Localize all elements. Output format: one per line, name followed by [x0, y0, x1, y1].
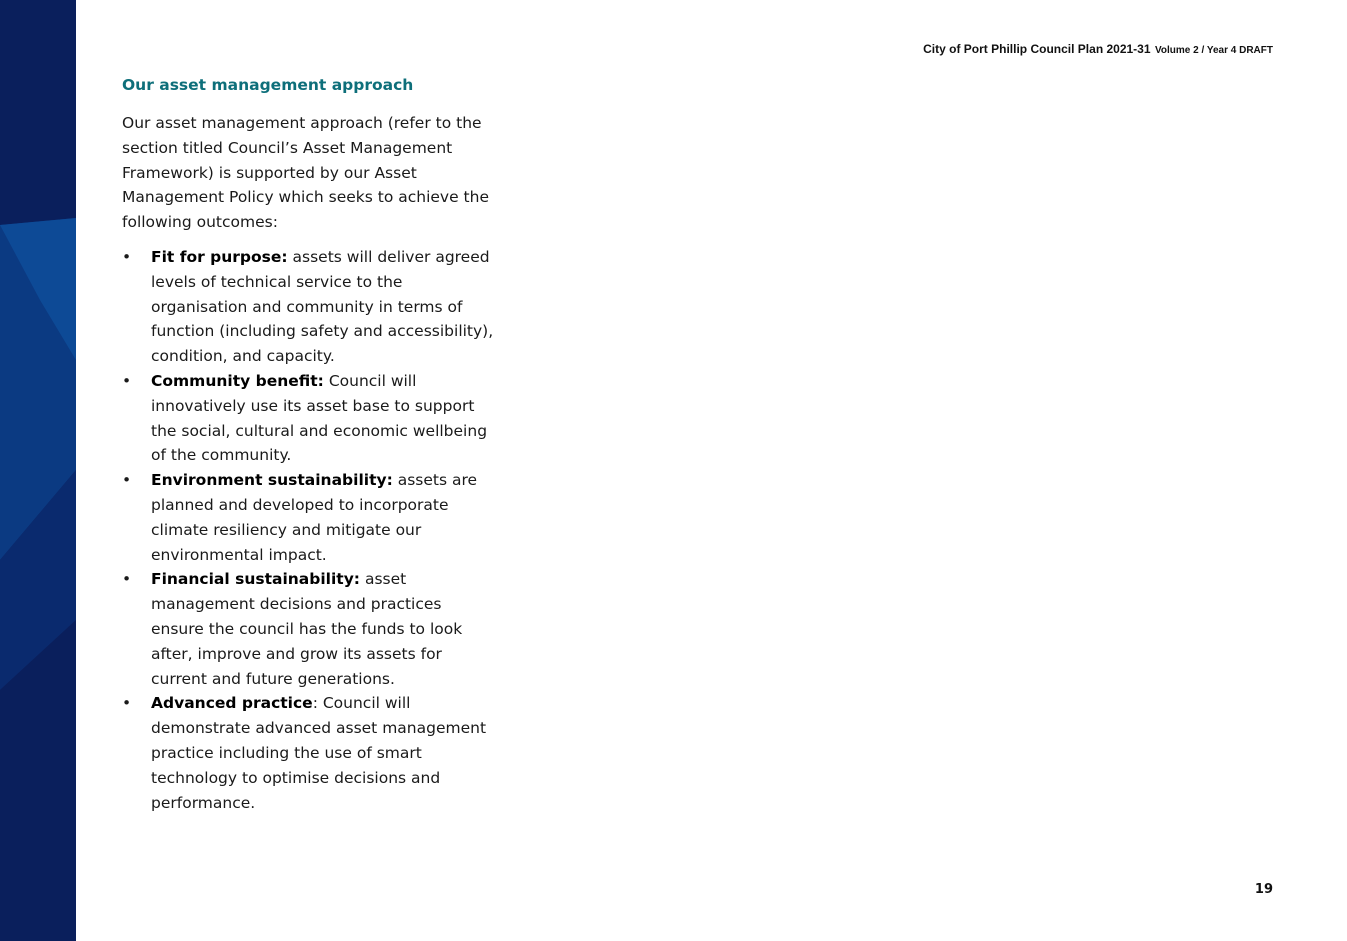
list-item: [122, 691, 494, 815]
decorative-side-band: [0, 0, 76, 941]
outcome-term: Fit for purpose:: [151, 248, 288, 266]
page-number: 19: [1254, 882, 1273, 897]
outcome-text: assets will deliver agreed levels of technical service to the organisation and community in terms of function (including safety and accessibility), condition, and capacity.: [151, 248, 494, 366]
bullet-icon: •: [122, 248, 132, 266]
bullet-icon: •: [122, 570, 132, 589]
document-title: City of Port Phillip Council Plan 2021-31: [923, 42, 1151, 56]
outcome-term: Advanced practice: [151, 694, 313, 713]
list-item: [122, 245, 494, 369]
bullet-icon: •: [122, 694, 132, 713]
document-subtitle: Volume 2 / Year 4 DRAFT: [1154, 45, 1273, 56]
bullet-icon: •: [122, 371, 132, 390]
outcomes-list: [122, 245, 494, 815]
outcome-text: Council will innovatively use its asset base to support the social, cultural and economic wellbeing of the community.: [151, 371, 488, 465]
outcome-text: assets are planned and developed to incorporate climate resiliency and mitigate our environmental impact.: [151, 471, 478, 564]
side-band-graphic: [0, 0, 76, 941]
outcome-text: asset management decisions and practices ensure the council has the funds to look after, improve and grow its assets for current and future generations.: [151, 570, 463, 688]
outcome-term: Community benefit:: [151, 371, 324, 390]
list-item: [122, 369, 494, 468]
outcome-term: Environment sustainability:: [151, 471, 393, 490]
list-item: [122, 567, 494, 691]
list-item: [122, 468, 494, 567]
outcome-text: : Council will demonstrate advanced asset management practice including the use of smart technology to optimise decisions and performance.: [151, 694, 487, 812]
intro-paragraph: Our asset management approach (refer to the section titled Council’s Asset Management Framework) is supported by our Asset Management Policy which seeks to achieve the following outcomes:: [122, 114, 489, 232]
section-heading: Our asset management approach: [122, 76, 414, 94]
outcome-term: Financial sustainability:: [151, 570, 361, 589]
document-header: [923, 40, 1273, 58]
bullet-icon: •: [122, 471, 132, 490]
